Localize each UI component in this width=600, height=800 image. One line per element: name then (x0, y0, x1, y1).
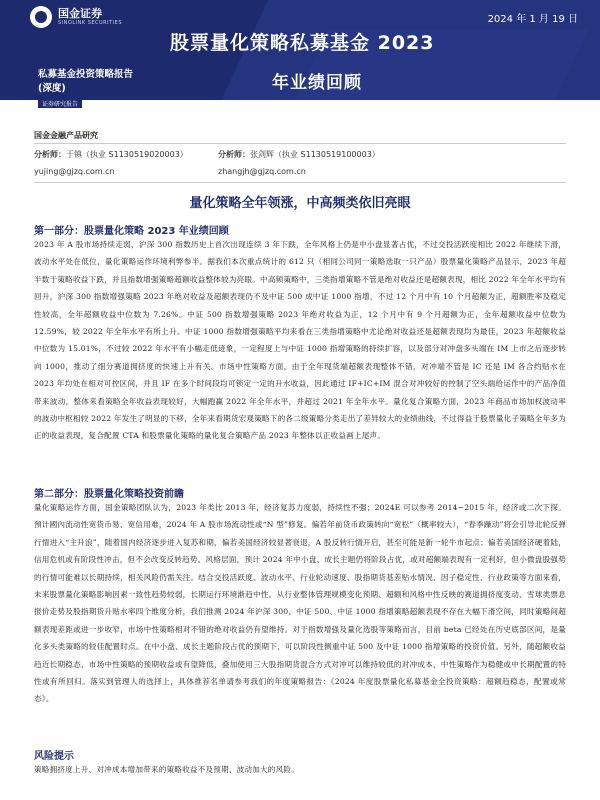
section-2-body: 量化策略运作方面，国金策略团队认为，2023 年类比 2013 年，经济复苏力度弱，持续性不强；2024E 可以参考 2014~2015 年，经济或二次下探。預计國內流动性宽货币易、宽信用难，2024 年 A 股市场流动性或“N 型”修复。偏若年前货币政策转向“宽松”（概率较大），“春季躁动”将会引导北轮反弹行情进入“主升浪”，随着国内经济逐步进入复苏和期，偏若美国经济较显著衰退，A 股反转行情开启，甚至可能是新一轮牛市起点；偏若美国经济硬着陆，信用危机或有阶段性冲击，但不会改变反转趋势。风格层面，预计 2024 年中小盘、成长主题仍将阶段占优，或对超额端表现有一定利好，但小微盘股强势的行情可能难以长期持续，相关风险仍需关注。结合交投活跃度、波动水平、行业轮动速度、股指期货基差贴水情况、因子稳定性、行业政策等方面来看，未来股票量化策略影响因素一致性趋势较弱，长期运行环境渐趋中性。从行业整体管理规模变化预期、超额和风格中性反映的赛道拥挤度变动、雪球类票息报价走势及股指期货升贴水率四个维度分析，我们推测 2024 年沪深 300、中证 500、中证 1000 指增策略超额表现不存在大幅下滑空间，同时策略间超额表现差距或进一步收窄，市场中性策略相对不错的绝对收益仍有望维持。对于指数增强及量化选股等策略而言，目前 beta 已经处在历史底部区间，是量化多头类策略的较佳配置时点。在中小盘、成长主题阶段占优的预期下，可以阶段性侧重中证 500 及中证 1000 指增策略的投资价值。另外，随超额收益趋近长期稳态，市场中性策略的预期收益或有望降低，叠加使用三大股指期货混合方式对冲可以维持较低的对冲成本，中性策略作为稳健或中长期配置的特性或有所回归。落实到管理人的选择上，具体推荐名单请参考我们的年度策略报告：《2024 年度股票量化私募基金全投资策略：超额趋稳态，配置或常态》。 (34, 503, 566, 704)
analyst-2 (218, 149, 380, 160)
report-title: 股票量化策略私募基金 2023 (170, 32, 435, 54)
risk-body: 策略拥挤度上升、对冲成本增加带来的策略收益不及预期、波动加大的风险。 (34, 765, 299, 774)
divider (34, 143, 566, 144)
report-headline: 量化策略全年领涨，中高频类依旧亮眼 (189, 196, 411, 211)
analyst-1-name: 于镇（执业 S1130519020003） (66, 150, 188, 159)
report-type: 私募基金投资策略报告 (深度) (38, 69, 134, 94)
analyst-2-email[interactable]: zhangjh@gjzq.com.cn (218, 167, 306, 176)
department-label: 证券研究报告 (38, 99, 82, 108)
section-1-title: 第一部分：股票量化策略 2023 年业绩回顾 (34, 226, 229, 237)
logo-subtext: SINOLINK SECURITIES (58, 20, 122, 26)
report-subtitle: 年业绩回顾 (272, 73, 362, 93)
analyst-1 (34, 149, 188, 160)
analyst-2-label: 分析师： (218, 150, 250, 159)
analyst-2-name: 张剑辉（执业 S1130519100003） (250, 150, 380, 159)
analyst-1-email[interactable]: yujing@gjzq.com.cn (34, 167, 115, 176)
divider (34, 182, 566, 183)
logo-text: 国金证券 (58, 7, 102, 20)
report-date: 2024 年 1 月 19 日 (487, 14, 578, 25)
logo-icon (30, 6, 52, 28)
section-1-body: 2023 年 A 股市场持续走弱，沪深 300 指数历史上首次出现连续 3 年下跌，全年风格上仍是中小盘显著占优，不过交投活跃度相比 2022 年继续下滑，波动水平处在低位，量化策略运作环境利弊参半。据我们本次重点统计的 612 只（相同公司同一策略选取一只产品）股票量化策略产品显示，2023 年超半数于策略收益下跌，并且指数增强策略超额收益整体较为亮眼。中高频策略中，三类指增策略不管是绝对收益还是超额表现，相比 2022 年全年水平均有回升，沪深 300 指数增强策略 2023 年绝对收益及超额表现仍不及中证 500 成中证 1000 指增，不过 12 个月中有 10 个月超额为正，超额胜率及稳定性较高，全年超额收益中位数为 7.26%。中证 500 指数增强策略 2023 年绝对收益为正，12 个月中有 9 个月超额为正，全年超额收益中位数为 12.59%，较 2022 年全年水平有所上升。中证 1000 指数增强策略平均来看在三类指增策略中尤论绝对收益还是超额表现均为最佳，2023 年超额收益中位数为 15.01%，不过较 2022 年水平有小幅走低迹象，一定程度上与中证 1000 指增策略的持续扩容，以及部分对冲盘多头端在 IM 上市之后逐步转向 1000，推动了细分赛道拥挤度的快速上升有关。市场中性策略方面，由于全年现货端超额表现整体不错，对冲端不管是 IC 还是 IM 各合约贴水在 2023 年均处在相对可控区间，并且 IF 在多个时间段均可锁定一定的升水收益，因此通过 IF+IC+IM 混合对冲较好的控制了空头端给运作中的产品净值带来波动，整体来看策略全年收益表现较好，大幅跑赢 2022 年全年水平，并超过 2021 年全年水平。量化复合策略方面，2023 年商品市场加权波动率的波动中枢相较 2022 年发生了明显的下移，全年来看期货宏观策略下的各二级策略分类走出了差异较大的业绩曲线，不过得益于股票量化子策略全年多为正的收益表现，复合配置 CTA 和股票量化策略的量化复合策略产品 2023 年整体以正收益画上尾声。 (34, 240, 566, 441)
risk-title: 风险提示 (34, 751, 74, 762)
company-logo (30, 6, 122, 28)
header-banner (0, 0, 600, 100)
institute-name: 国金金融产品研究 (34, 131, 98, 140)
section-2-title: 第二部分：股票量化策略投资前瞻 (34, 489, 184, 500)
analyst-1-label: 分析师： (34, 150, 66, 159)
